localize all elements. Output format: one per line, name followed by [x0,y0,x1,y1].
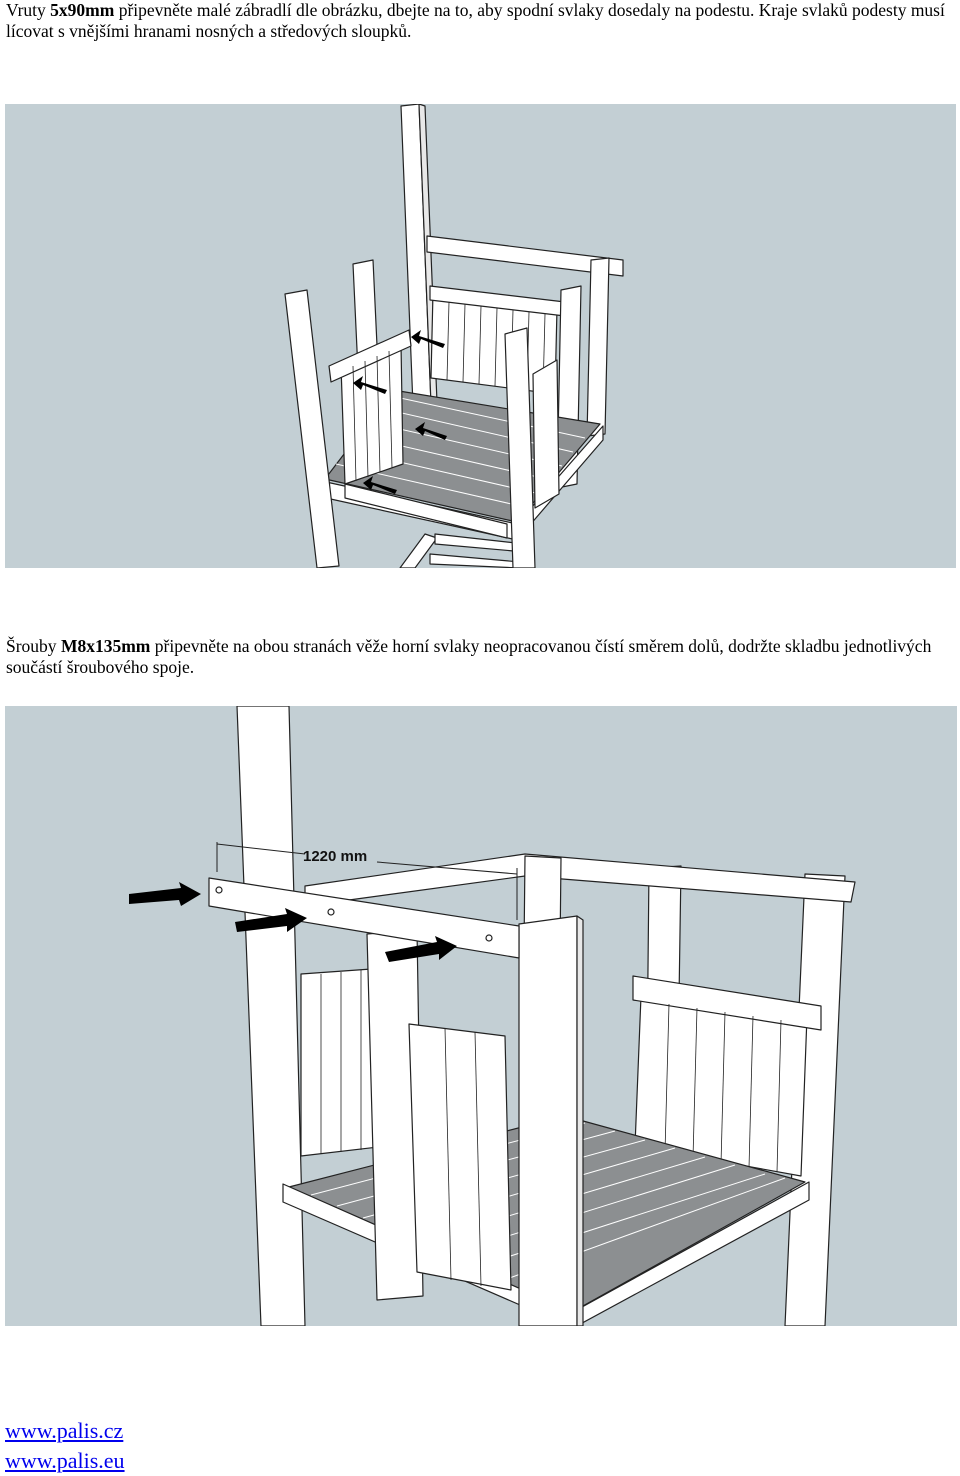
link-palis-cz[interactable]: www.palis.cz [5,1418,124,1443]
back-top-rail [305,854,855,906]
step2-bolt-size: M8x135mm [60,636,151,656]
figure-top-rails-bolting [5,706,957,1326]
link-palis-eu[interactable]: www.palis.eu [5,1448,125,1473]
step1-screw-size: 5x90mm [50,0,115,20]
footer-links [5,1416,125,1476]
instruction-step-2 [6,636,954,678]
small-right-railing [533,360,559,508]
step1-prefix: Vruty [6,0,51,20]
figure-small-railing-assembly [5,104,956,568]
step1-text: připevněte malé zábradlí dle obrázku, dbejte na to, aby spodní svlaky dosedaly na podestu. Kraje svlaků podesty musí lícovat s vnějšími hranami nosných a středových sloupků. [6,0,945,41]
step2-text: připevněte na obou stranách věže horní svlaky neopracovanou čístí směrem dolů, dodržte skladbu jednotlivých součástí šroubového spoje. [6,636,932,677]
climbing-board [409,1024,511,1290]
step2-prefix: Šrouby [6,636,61,656]
instruction-step-1 [6,0,954,42]
ladder-below [400,534,525,568]
dimension-label: 1220 mm [303,848,368,865]
